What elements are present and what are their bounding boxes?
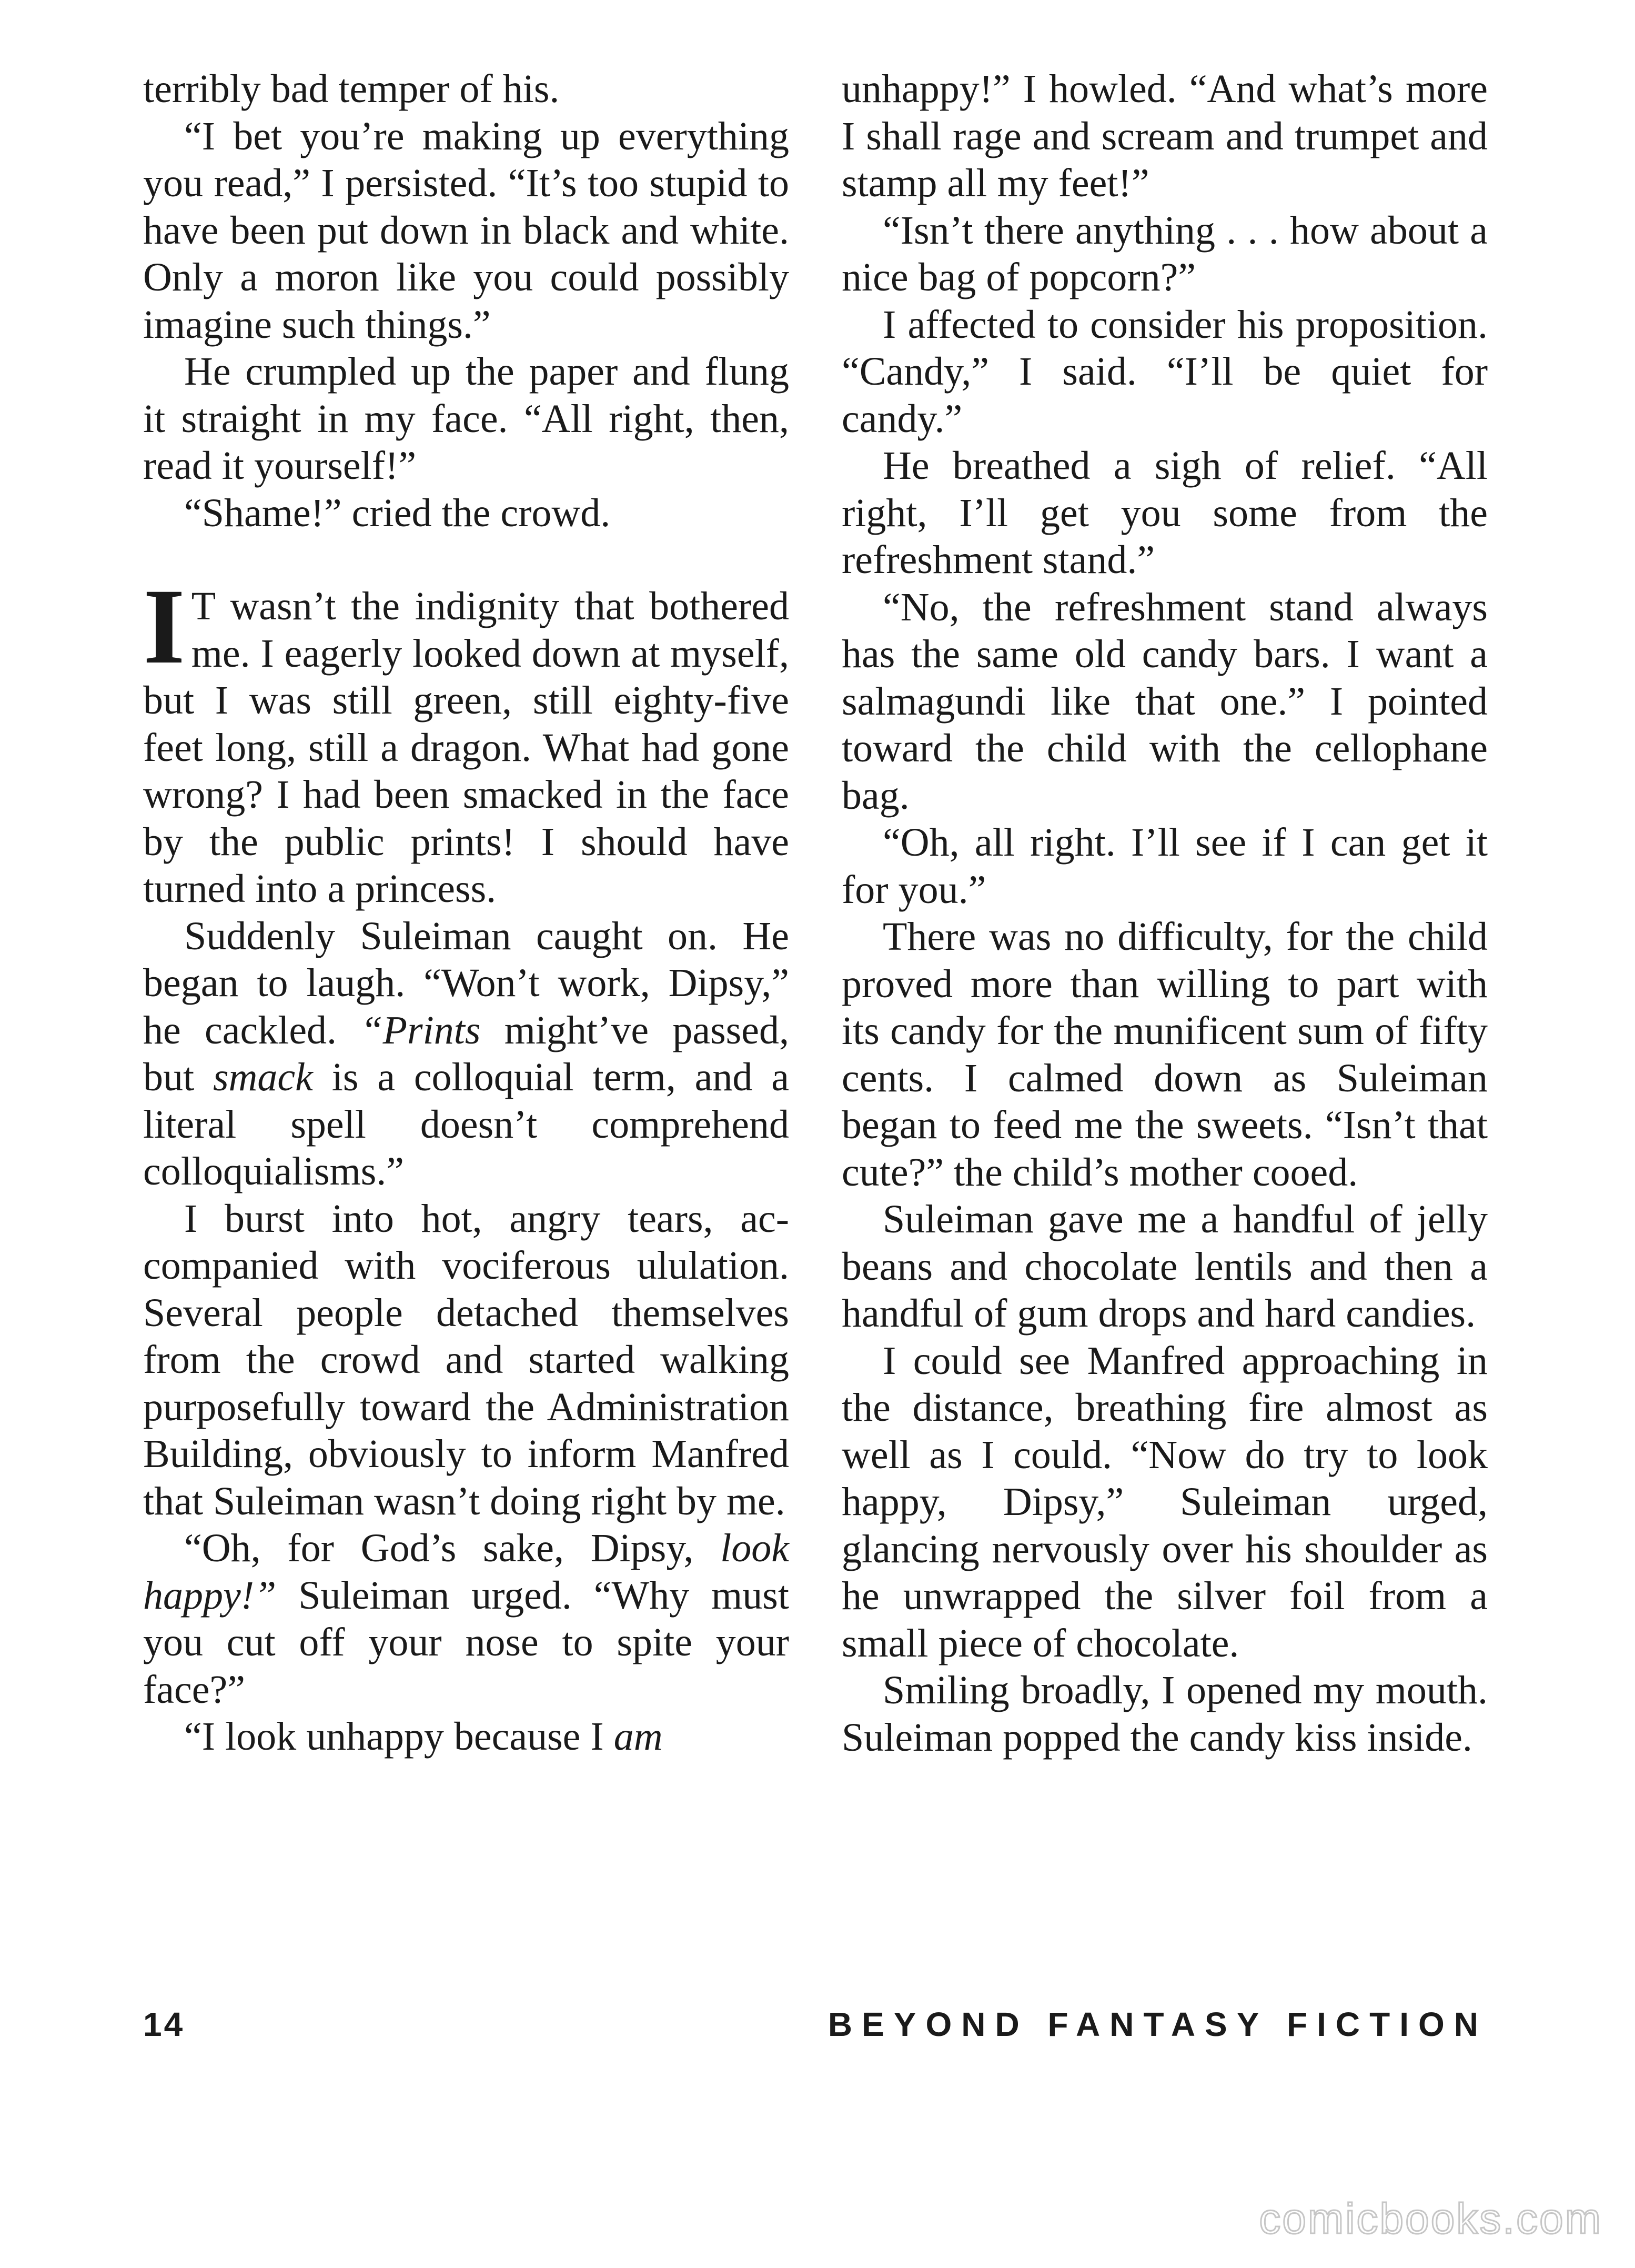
right-text-column [842, 66, 1488, 1761]
paragraph: unhappy!” I howled. “And what’s more I shall rage and scream and trumpet and stamp all my feet!” [842, 67, 1488, 205]
paragraph: Suleiman gave me a handful of jelly beans and chocolate lentils and then a handful of gum drops and hard candies. [842, 1197, 1488, 1336]
paragraph [143, 1713, 789, 1761]
italic-text: “Prints [360, 1008, 481, 1052]
page-number: 14 [143, 2005, 185, 2043]
running-footer-title: BEYOND FANTASY FICTION [827, 2005, 1488, 2043]
paragraph-text: T wasn’t the indignity that bothered me. I eagerly looked down at myself, but I was still green, still eighty-five feet long, still a dragon. What had gone wrong? I had been smacked in the face by the public prints! I should have turned into a princess. [143, 584, 789, 911]
watermark: comicbooks.com [1259, 2195, 1602, 2243]
paragraph: I could see Manfred approaching in the distance, breathing fire almost as well as I could. “Now do try to look happy, Dipsy,” Suleiman urged, glancing nervously over his shoulder as he unwrapped the silver foil from a small piece of chocolate. [842, 1338, 1488, 1665]
paragraph: “Isn’t there anything . . . how about a nice bag of popcorn?” [842, 208, 1488, 299]
drop-cap: I [143, 567, 185, 686]
paragraph: “Shame!” cried the crowd. [184, 490, 611, 535]
paragraph: “Oh, all right. I’ll see if I can get it for you.” [842, 820, 1488, 912]
section-opening-paragraph [143, 567, 789, 913]
left-text-column [143, 66, 789, 1761]
paragraph: “I bet you’re making up everything you read,” I persisted. “It’s too stupid to have been put down in black and white. Only a moron like you could possibly imagine such things.” [143, 114, 789, 347]
text-run: Suleiman urged. “Why must you cut off your nose to spite your face?” [143, 1573, 789, 1712]
paragraph: I burst into hot, angry tears, accompanied with vociferous ululation. Several people detached themselves from the crowd and started walking purposefully toward the Administration Building, obviously to inform Manfred that Suleiman wasn’t doing right by me. [143, 1196, 789, 1523]
paragraph: He crumpled up the paper and flung it straight in my face. “All right, then, read it yourself!” [143, 349, 789, 488]
italic-text: smack [213, 1055, 313, 1099]
text-run: is a colloquial term, and a literal spell doesn’t comprehend colloquialisms.” [143, 1055, 789, 1193]
italic-text: am [613, 1714, 663, 1759]
paragraph [143, 1525, 789, 1713]
paragraph: “No, the refreshment stand always has the same old candy bars. I want a salmagundi like that one.” I pointed toward the child with the cellophane bag. [842, 585, 1488, 818]
paragraph: There was no difficulty, for the child proved more than willing to part with its candy for the munificent sum of fifty cents. I calmed down as Suleiman began to feed me the sweets. “Isn’t that cute?” the child’s mother cooed. [842, 915, 1488, 1195]
italic-text: look happy!” [143, 1526, 789, 1618]
text-run: “Oh, for God’s sake, Dipsy, [184, 1526, 721, 1570]
text-run: Suddenly Suleiman caught on. He began to laugh. “Won’t work, Dipsy,” he cackled. [143, 914, 789, 1052]
paragraph: He breathed a sigh of relief. “All right, I’ll get you some from the refreshment stand.” [842, 444, 1488, 582]
paragraph: terribly bad temper of his. [143, 67, 560, 111]
paragraph: Smiling broadly, I opened my mouth. Suleiman popped the candy kiss inside. [842, 1668, 1488, 1760]
paragraph: I affected to consider his proposition. “Candy,” I said. “I’ll be quiet for candy.” [842, 302, 1488, 441]
text-run: might’ve passed, but [143, 1008, 789, 1099]
text-run: “I look unhappy because I [184, 1714, 614, 1759]
paragraph [143, 913, 789, 1196]
